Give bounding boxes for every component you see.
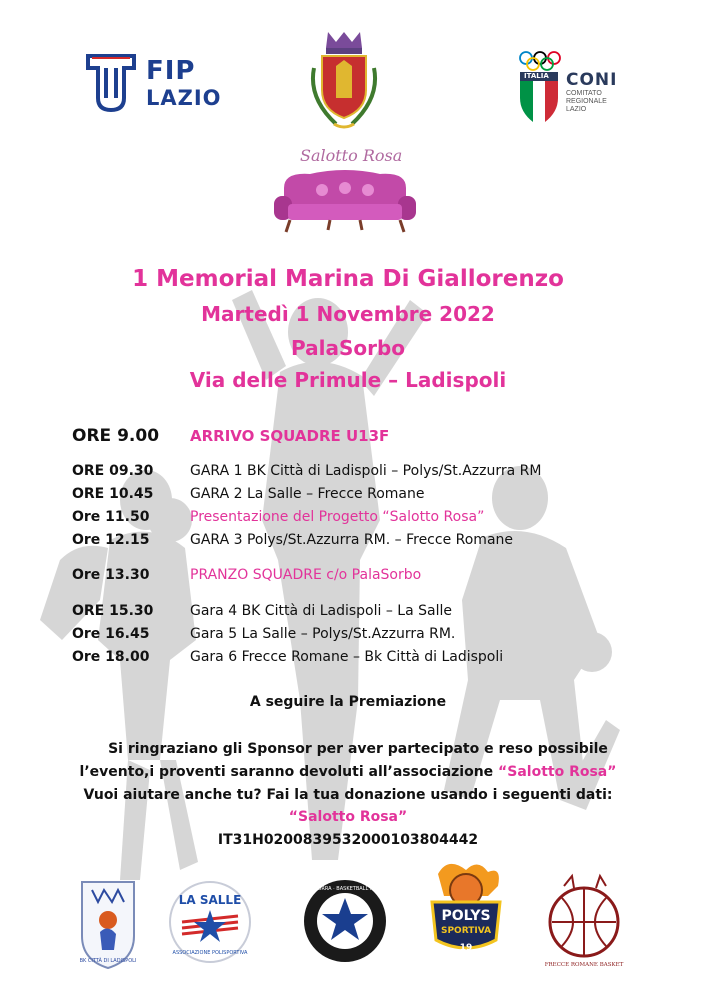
sofa-icon	[270, 168, 420, 236]
frecce-romane-logo	[544, 874, 624, 970]
salotto-rosa-logo	[270, 144, 420, 236]
event-date: Martedì 1 Novembre 2022	[201, 302, 495, 326]
schedule-time: Ore 11.50	[72, 509, 150, 525]
schedule-event: ARRIVO SQUADRE U13F	[190, 427, 390, 445]
la-salle-title: LA SALLE	[178, 893, 242, 907]
event-address: Via delle Primule – Ladispoli	[189, 368, 507, 392]
thanks-line-2-text: l’evento,i proventi saranno devoluti all’associazione	[79, 764, 499, 780]
schedule-time: ORE 10.45	[72, 486, 154, 502]
coni-name: CONI	[566, 70, 618, 90]
schedule-event: Gara 5 La Salle – Polys/St.Azzurra RM.	[190, 626, 456, 642]
iban: IT31H0200839532000103804442	[217, 832, 479, 848]
event-venue: PalaSorbo	[290, 336, 406, 360]
thanks-line-2	[0, 764, 696, 780]
thanks-line-2-highlight: “Salotto Rosa”	[498, 764, 617, 780]
schedule-time: ORE 9.00	[72, 426, 160, 446]
schedule-time: Ore 18.00	[72, 649, 150, 665]
city-crest-icon	[306, 28, 382, 132]
schedule-time: ORE 09.30	[72, 463, 154, 479]
la-salle-subtitle: ASSOCIAZIONE POLISPORTIVA	[172, 950, 248, 956]
schedule-event: GARA 2 La Salle – Frecce Romane	[190, 486, 425, 502]
donate-name: “Salotto Rosa”	[288, 809, 408, 825]
donate-line: Vuoi aiutare anche tu? Fai la tua donazione usando i seguenti dati:	[83, 787, 613, 803]
schedule-time: Ore 16.45	[72, 626, 150, 642]
thanks-line-1: Si ringraziano gli Sponsor per aver partecipato e reso possibile	[108, 741, 608, 757]
event-title: 1 Memorial Marina Di Giallorenzo	[132, 266, 564, 292]
schedule-time: Ore 13.30	[72, 567, 150, 583]
schedule-event: GARA 3 Polys/St.Azzurra RM. – Frecce Romane	[190, 532, 514, 548]
polys-line-1: POLYS	[441, 908, 491, 924]
la-salle-logo	[168, 880, 252, 964]
schedule-time: ORE 15.30	[72, 603, 154, 619]
schedule-event: Gara 4 BK Città di Ladispoli – La Salle	[190, 603, 452, 619]
fip-basket-icon	[84, 52, 138, 114]
frecce-ring-text: FRECCE ROMANE BASKET	[544, 962, 624, 968]
schedule-event: PRANZO SQUADRE c/o PalaSorbo	[190, 567, 422, 583]
salotto-rosa-logo-text: Salotto Rosa	[300, 146, 403, 165]
schedule-event: Gara 6 Frecce Romane – Bk Città di Ladispoli	[190, 649, 504, 665]
olympic-rings-icon	[518, 50, 562, 72]
coni-subtitle: COMITATO REGIONALE LAZIO	[566, 90, 607, 113]
fip-lazio-logo	[84, 52, 222, 116]
schedule-event: GARA 1 BK Città di Ladispoli – Polys/St.Azzurra RM	[190, 463, 542, 479]
bk-citta-ladispoli-logo	[72, 876, 144, 972]
schedule-event: Presentazione del Progetto “Salotto Rosa”	[190, 509, 485, 525]
polys-line-2: SPORTIVA	[440, 926, 492, 936]
coni-logo	[518, 50, 628, 126]
stellazzurra-logo	[292, 878, 398, 964]
award-note: A seguire la Premiazione	[249, 694, 447, 710]
fip-title: FIP	[146, 56, 196, 86]
stellazzurra-ring-text: STELLAZZURRA · BASKETBALL ACADEMY ·	[292, 886, 398, 892]
ladispoli-label: BK CITTÀ DI LADISPOLI	[79, 958, 137, 964]
coni-flag-label: ITALIA	[524, 72, 549, 80]
polys-number: 19	[459, 943, 473, 953]
schedule-time: Ore 12.15	[72, 532, 150, 548]
fip-subtitle: LAZIO	[146, 86, 222, 110]
polys-sportiva-logo	[418, 856, 514, 966]
